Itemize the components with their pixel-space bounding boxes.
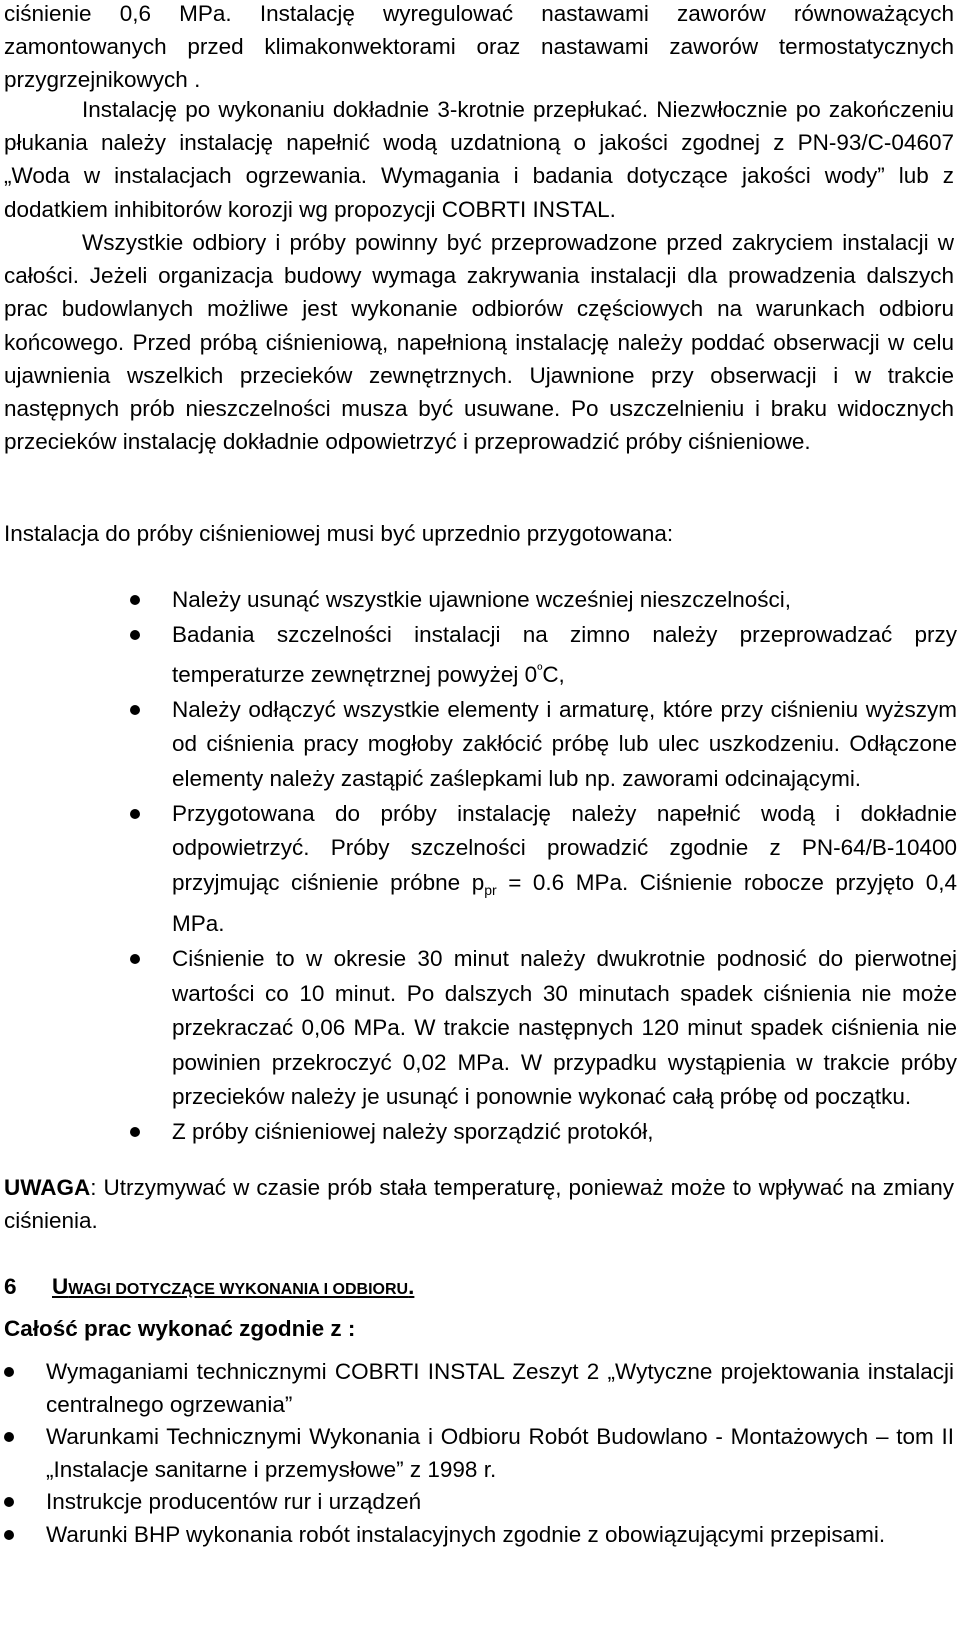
list-item	[0, 1421, 960, 1486]
compliance-intro: Całość prac wykonać zgodnie z :	[4, 1316, 356, 1341]
paragraph-flushing: Instalację po wykonaniu dokładnie 3-krotnie przepłukać. Niezwłocznie po zakończeniu płukania należy instalację napełnić wodą uzdatnioną o jakości zgodnej z PN-93/C-04607 „Woda w instalacjach ogrzewania. Wymagania i badania dotyczące jakości wody” lub z dodatkiem inhibitorów korozji wg propozycji COBRTI INSTAL.	[4, 97, 954, 222]
compliance-list	[0, 1356, 960, 1552]
section-number: 6	[4, 1274, 17, 1299]
list-item	[0, 1356, 960, 1421]
list-item-text: Wymaganiami technicznymi COBRTI INSTAL Zeszyt 2 „Wytyczne projektowania instalacji centralnego ogrzewania”	[46, 1359, 954, 1417]
paragraph-pressure-regulation: ciśnienie 0,6 MPa. Instalację wyregulować nastawami zaworów równoważących zamontowanych przed klimakonwektorami oraz nastawami zaworów termostatycznych przygrzejnikowych .	[4, 1, 954, 93]
list-item	[0, 1115, 960, 1150]
list-item	[0, 693, 960, 797]
list-item	[0, 1519, 960, 1552]
bullet-icon	[130, 1127, 140, 1137]
note-text: : Utrzymywać w czasie prób stała temperaturę, ponieważ może to wpływać na zmiany ciśnienia.	[4, 1175, 954, 1234]
list-item-text: Instrukcje producentów rur i urządzeń	[46, 1489, 422, 1515]
bullet-icon	[4, 1367, 14, 1377]
note-label: UWAGA	[4, 1175, 91, 1200]
list-item-text: Należy usunąć wszystkie ujawnione wcześniej nieszczelności,	[172, 587, 792, 612]
list-item	[0, 583, 960, 618]
list-item-text: Badania szczelności instalacji na zimno należy przeprowadzać przy temperaturze zewnętrznej powyżej 0	[172, 621, 957, 688]
list-item-text: Z próby ciśnieniowej należy sporządzić protokół,	[172, 1118, 654, 1144]
list-item	[0, 797, 960, 942]
pressure-subscript: pr	[484, 881, 497, 898]
list-item	[0, 942, 960, 1115]
bullet-icon	[4, 1530, 14, 1540]
bullet-icon	[4, 1497, 14, 1507]
list-item-text: Ciśnienie to w okresie 30 minut należy dwukrotnie podnosić do pierwotnej wartości co 10 minut. Po dalszych 30 minutach spadek ciśnienia nie może przekraczać 0,06 MPa. W trakcie następnych 120 minut spadek ciśnienia nie powinien przekroczyć 0,02 MPa. W przypadku wystąpienia w trakcie próby przecieków należy je usunąć i ponownie wykonać całą próbę od początku.	[172, 945, 957, 1110]
bullet-icon	[130, 595, 140, 605]
list-item-text-end: = 0.6 MPa. Ciśnienie robocze przyjęto 0,4 MPa.	[172, 869, 957, 937]
bullet-icon	[4, 1432, 14, 1442]
section-title: UWAGI DOTYCZĄCE WYKONANIA I ODBIORU.	[52, 1274, 415, 1299]
paragraph-acceptance: Wszystkie odbiory i próby powinny być przeprowadzone przed zakryciem instalacji w całości. Jeżeli organizacja budowy wymaga zakrywania instalacji dla prowadzenia dalszych prac budowlanych możliwe jest wykonanie odbiorów częściowych na warunkach odbioru końcowego. Przed próbą ciśnieniową, napełnioną instalację należy poddać obserwacji w celu ujawnienia wszelkich przecieków zewnętrznych. Ujawnione przy obserwacji i w trakcie następnych prób nieszczelności musza być usuwane. Po uszczelnieniu i braku widocznych przecieków instalację dokładnie odpowietrzyć i przeprowadzić próby ciśnieniowe.	[4, 230, 954, 455]
list-item	[0, 618, 960, 693]
list-item-text-end: C,	[542, 662, 565, 688]
preparation-list	[0, 583, 960, 1150]
list-item-text: Warunkami Technicznymi Wykonania i Odbioru Robót Budowlano - Montażowych – tom II „Instalacje sanitarne i przemysłowe” z 1998 r.	[46, 1424, 954, 1482]
section-heading	[4, 1272, 414, 1305]
list-item-text: Warunki BHP wykonania robót instalacyjnych zgodnie z obowiązującymi przepisami.	[46, 1521, 886, 1547]
list-item	[0, 1486, 960, 1519]
list-item-text: Przygotowana do próby instalację należy napełnić wodą i dokładnie odpowietrzyć. Próby szczelności prowadzić zgodnie z PN-64/B-10400 przyjmując ciśnienie próbne p	[172, 800, 957, 895]
note-paragraph	[4, 1171, 954, 1237]
bullet-icon	[130, 630, 140, 640]
bullet-icon	[130, 954, 140, 964]
prep-intro: Instalacja do próby ciśnieniowej musi być uprzednio przygotowana:	[4, 521, 674, 546]
bullet-icon	[130, 809, 140, 819]
list-item-text: Należy odłączyć wszystkie elementy i armaturę, które przy ciśnieniu wyższym od ciśnienia pracy mogłoby zakłócić próbę lub ulec uszkodzeniu. Odłączone elementy należy zastąpić zaślepkami lub np. zaworami odcinającymi.	[172, 696, 957, 791]
bullet-icon	[130, 705, 140, 715]
degree-sign: º	[537, 661, 543, 678]
